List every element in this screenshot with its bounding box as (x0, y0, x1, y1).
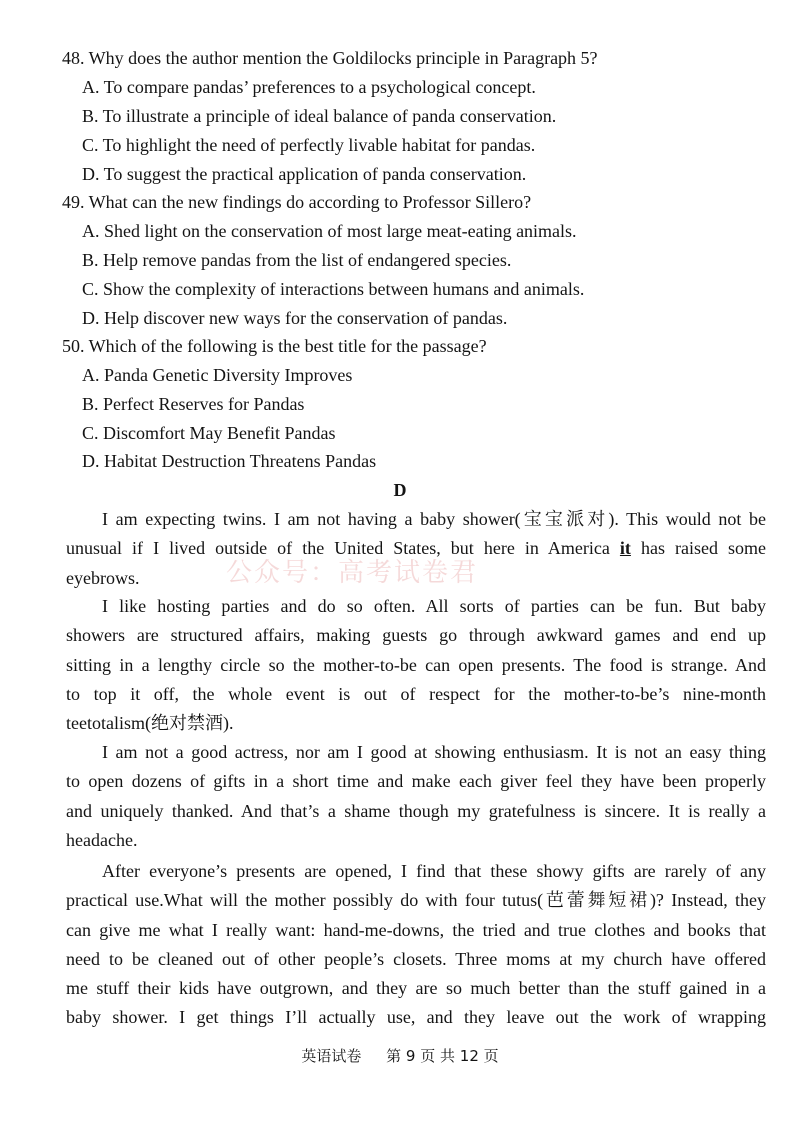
paragraph-line: showers are structured affairs, making guests go through awkward games and end up (66, 625, 766, 646)
question-50-stem: 50. Which of the following is the best title for the passage? (62, 336, 487, 356)
question-49-option-c: C. Show the complexity of interactions between humans and animals. (82, 279, 585, 299)
paragraph-line: teetotalism(绝对禁酒). (66, 713, 234, 734)
watermark-text: 公众号：高考试卷君 (226, 558, 479, 588)
footer-subject: 英语试卷 (301, 1047, 362, 1065)
paragraph-line: After everyone’s presents are opened, I find that these showy gifts are rarely of any (102, 861, 766, 881)
question-50-option-a: A. Panda Genetic Diversity Improves (82, 365, 353, 385)
question-50-option-b: B. Perfect Reserves for Pandas (82, 394, 305, 414)
paragraph-line: and uniquely thanked. And that’s a shame though my gratefulness is sincere. It is really a (66, 800, 766, 821)
section-heading: D (393, 480, 407, 500)
paragraph-line: headache. (66, 829, 138, 850)
paragraph-line: I am not a good actress, nor am I good at showing enthusiasm. It is not an easy thing (102, 742, 766, 762)
paragraph-line: I am expecting twins. I am not having a baby shower(宝宝派对). This would not be (102, 509, 766, 529)
passage-paragraph-3 (66, 738, 766, 855)
question-49-option-d: D. Help discover new ways for the conservation of pandas. (82, 308, 508, 328)
paragraph-line: me stuff their kids have outgrown, and they are so much better than the stuff gained in a (66, 978, 766, 999)
paragraph-line: can give me what I really want: hand-me-downs, the tried and true clothes and books that (66, 919, 766, 940)
footer-page-number: 第 9 页 共 12 页 (386, 1047, 499, 1065)
paragraph-line: I like hosting parties and do so often. All sorts of parties can be fun. But baby (102, 596, 766, 616)
paragraph-line: sitting in a lengthy circle so the mother-to-be can open presents. The food is strange. And (66, 654, 766, 675)
question-49-option-a: A. Shed light on the conservation of most large meat-eating animals. (82, 221, 577, 241)
question-48-option-d: D. To suggest the practical application of panda conservation. (82, 164, 527, 184)
paragraph-line: need to be cleaned out of other people’s closets. Three moms at my church have offered (66, 948, 766, 969)
question-50-option-c: C. Discomfort May Benefit Pandas (82, 423, 336, 443)
paragraph-line: practical use.What will the mother possibly do with four tutus(芭蕾舞短裙)? Instead, they (66, 890, 766, 911)
page-footer (0, 1045, 800, 1066)
underlined-word: it (619, 538, 631, 559)
question-49-option-b: B. Help remove pandas from the list of endangered species. (82, 250, 512, 270)
question-48-option-c: C. To highlight the need of perfectly livable habitat for pandas. (82, 135, 536, 155)
paragraph-line: eyebrows. (66, 567, 140, 588)
paragraph-line: to open dozens of gifts in a short time and make each giver feel they have been properly (66, 771, 766, 792)
question-48-stem: 48. Why does the author mention the Goldilocks principle in Paragraph 5? (62, 48, 598, 68)
question-49-stem: 49. What can the new findings do according to Professor Sillero? (62, 192, 532, 212)
line-text: unusual if I lived outside of the United States, but here in America (66, 538, 620, 559)
line-text: has raised some (630, 538, 767, 559)
paragraph-line: baby shower. I get things I’ll actually use, and they leave out the work of wrapping (66, 1007, 766, 1028)
passage-paragraph-2 (66, 592, 766, 738)
paragraph-line: to top it off, the whole event is out of respect for the mother-to-be’s nine-month (66, 683, 766, 704)
question-48-option-b: B. To illustrate a principle of ideal balance of panda conservation. (82, 106, 557, 126)
question-50-option-d: D. Habitat Destruction Threatens Pandas (82, 451, 377, 471)
passage-paragraph-4 (66, 857, 766, 1033)
question-48-option-a: A. To compare pandas’ preferences to a psychological concept. (82, 77, 536, 97)
